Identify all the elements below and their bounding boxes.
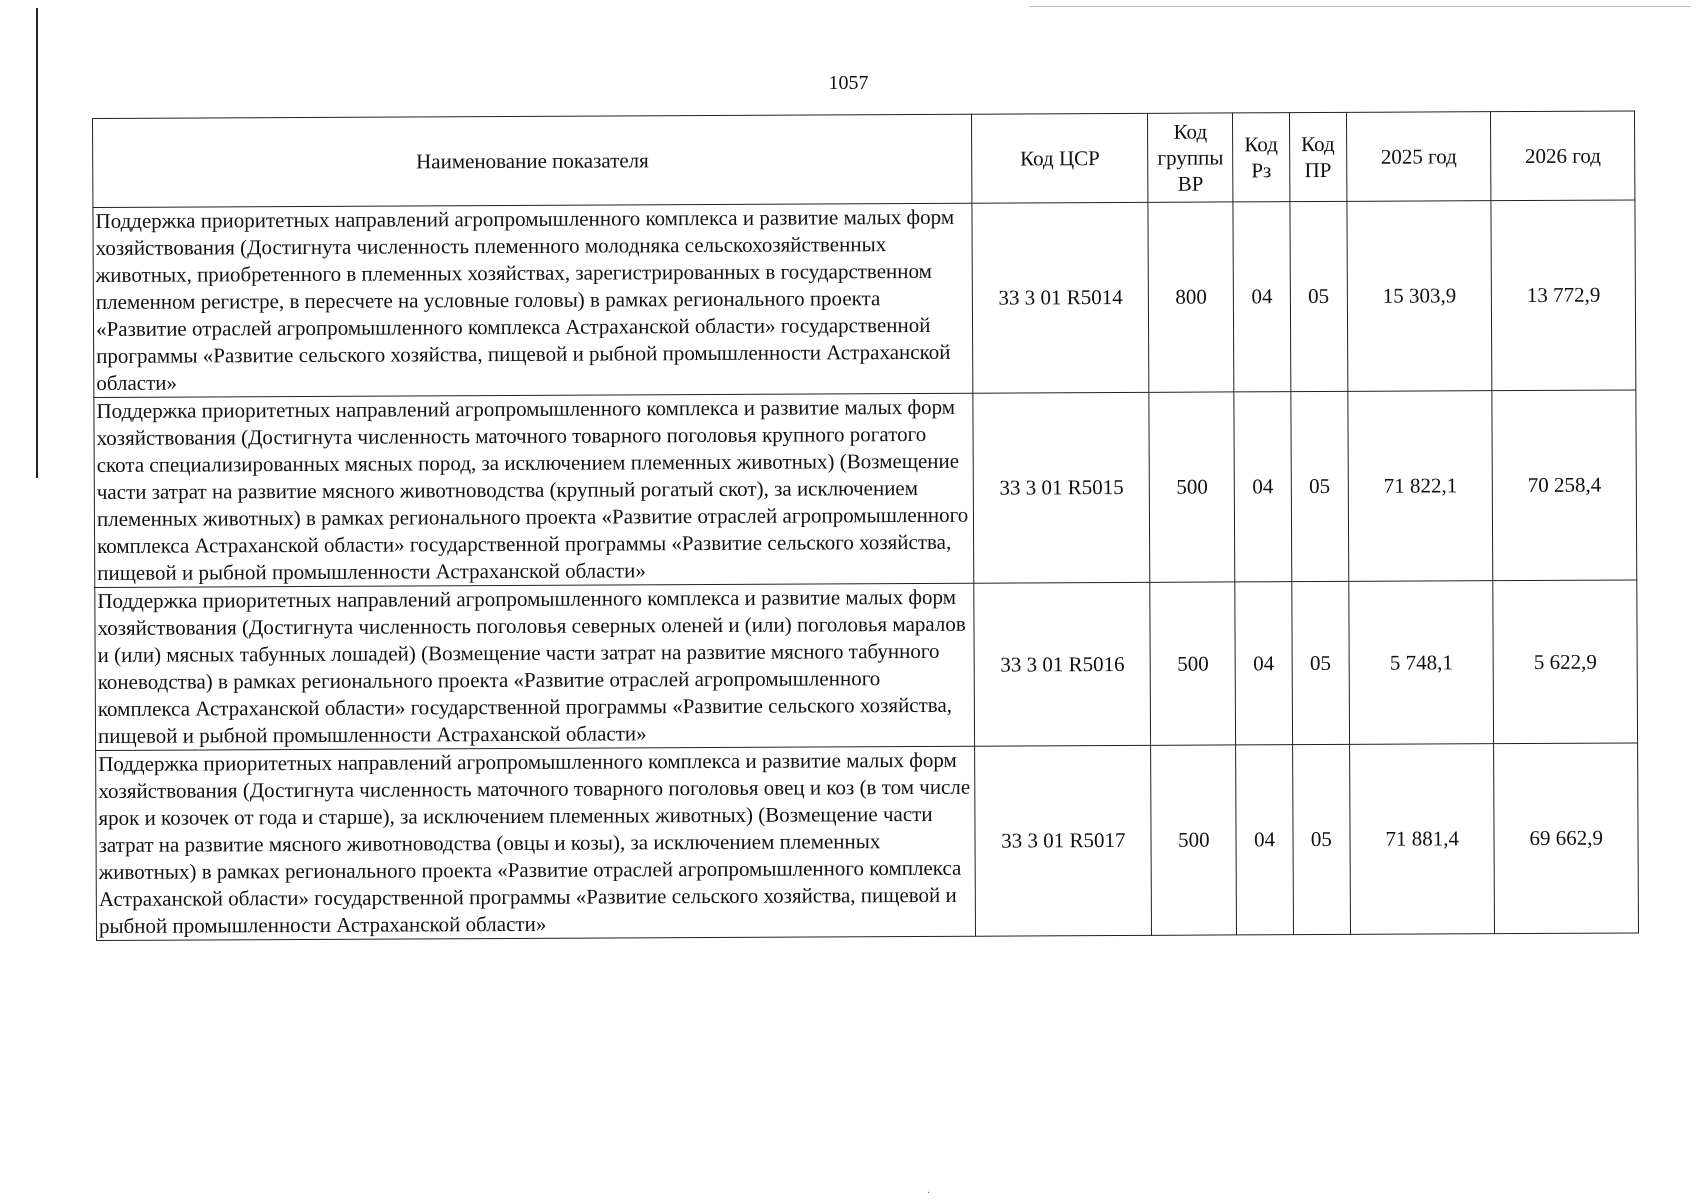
row-value-2025: 5 748,1 — [1349, 581, 1494, 745]
table-row — [93, 200, 1636, 398]
row-name: Поддержка приоритетных направлений агропромышленного комплекса и развитие малых форм хозяйствования (Достигнута численность поголовья северных оленей и (или) поголовья маралов и (или) мясных табунных лошадей) (Возмещение части затрат на развитие мясного табунного коневодства) в рамках регионального проекта «Развитие отраслей агропромышленного комплекса Астраханской области» государственной программы «Развитие сельского хозяйства, пищевой и рыбной промышленности Астраханской области» — [95, 583, 975, 750]
row-pr-code: 05 — [1292, 744, 1350, 934]
row-value-2025: 71 881,4 — [1349, 744, 1494, 935]
row-value-2026: 5 622,9 — [1493, 580, 1637, 744]
row-pr-code: 05 — [1290, 391, 1348, 581]
row-vr-code: 500 — [1150, 582, 1236, 745]
top-scan-line — [1030, 6, 1690, 7]
budget-table — [92, 110, 1639, 941]
row-value-2026: 13 772,9 — [1491, 200, 1636, 391]
row-vr-code: 500 — [1151, 745, 1237, 935]
row-csr-code: 33 3 01 R5014 — [972, 202, 1149, 393]
row-value-2025: 71 822,1 — [1348, 391, 1493, 582]
row-vr-code: 500 — [1149, 392, 1235, 582]
table-row — [96, 743, 1639, 941]
page-number: 1057 — [828, 72, 869, 94]
row-rz-code: 04 — [1235, 582, 1292, 745]
row-value-2026: 70 258,4 — [1492, 390, 1637, 581]
header-csr-code: Код ЦСР — [972, 113, 1148, 203]
row-name: Поддержка приоритетных направлений агропромышленного комплекса и развитие малых форм хозяйствования (Достигнута численность маточного товарного поголовья крупного рогатого скота специализированных мясных пород, за исключением племенных животных) (Возмещение части затрат на развитие мясного животноводства (крупный рогатый скот), за исключением племенных животных) в рамках регионального проекта «Развитие отраслей агропромышленного комплекса Астраханской области» государственной программы «Развитие сельского хозяйства, пищевой и рыбной промышленности Астраханской области» — [94, 393, 974, 587]
row-rz-code: 04 — [1233, 202, 1290, 392]
header-year-2026: 2026 год — [1491, 111, 1635, 201]
header-pr-code: Код ПР — [1289, 112, 1347, 201]
row-csr-code: 33 3 01 R5017 — [975, 745, 1152, 936]
row-name: Поддержка приоритетных направлений агропромышленного комплекса и развитие малых форм хозяйствования (Достигнута численность маточного товарного поголовья овец и коз (в том числе ярок и козочек от года и старше), за исключением племенных животных) (Возмещение части затрат на развитие мясного животноводства (овцы и козы), за исключением племенных животных) в рамках регионального проекта «Развитие отраслей агропромышленного комплекса Астраханской области» государственной программы «Развитие сельского хозяйства, пищевой и рыбной промышленности Астраханской области» — [96, 746, 976, 940]
table-row — [95, 580, 1638, 751]
header-year-2025: 2025 год — [1346, 112, 1491, 202]
row-rz-code: 04 — [1234, 392, 1291, 582]
row-value-2025: 15 303,9 — [1347, 201, 1492, 392]
row-csr-code: 33 3 01 R5015 — [973, 392, 1150, 583]
row-rz-code: 04 — [1236, 745, 1293, 935]
row-name: Поддержка приоритетных направлений агропромышленного комплекса и развитие малых форм хозяйствования (Достигнута численность племенного молодняка сельскохозяйственных животных, приобретенного в племенных хозяйствах, зарегистрированных в государственном племенном регистре, в пересчете на условные головы) в рамках регионального проекта «Развитие отраслей агропромышленного комплекса Астраханской области» государственной программы «Развитие сельского хозяйства, пищевой и рыбной промышленности Астраханской области» — [93, 203, 973, 397]
row-csr-code: 33 3 01 R5016 — [974, 582, 1150, 746]
header-vr-code: Код группы ВР — [1148, 113, 1234, 202]
header-name: Наименование показателя — [93, 114, 973, 207]
table-row — [94, 390, 1637, 588]
row-pr-code: 05 — [1291, 581, 1349, 744]
row-pr-code: 05 — [1290, 201, 1348, 391]
row-value-2026: 69 662,9 — [1494, 743, 1639, 934]
table-header-row — [93, 111, 1635, 208]
row-vr-code: 800 — [1148, 202, 1234, 392]
scan-speck: · — [927, 1188, 931, 1199]
header-rz-code: Код Рз — [1233, 113, 1290, 202]
